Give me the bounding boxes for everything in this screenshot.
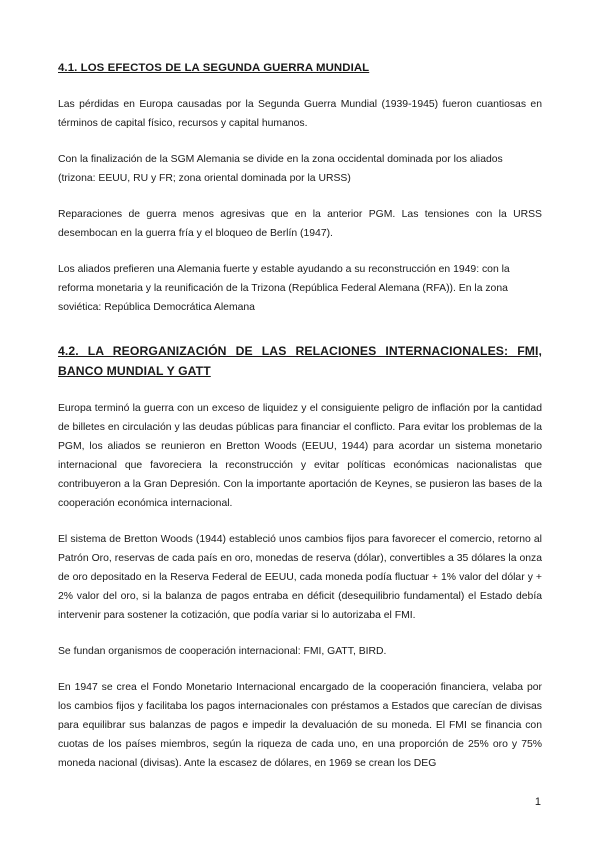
document-page [58, 50, 542, 790]
paragraph-bretton-woods-system: El sistema de Bretton Woods (1944) estableció unos cambios fijos para favorecer el comercio, retorno al Patrón Oro, reservas de cada país en oro, monedas de reserva (dólar), convertibles a 35 dólares la onza de oro depositado en la Reserva Federal de EEUU, cada moneda podía fluctuar + 1% valor del dólar y + 2% valor del oro, si la balanza de pagos entraba en déficit (desequilibrio fundamental) el Estado debía intervenir para sostener la cotización, que podía variar si lo autorizaba el FMI. [58, 534, 542, 621]
section-heading-2: 4.2. LA REORGANIZACIÓN DE LAS RELACIONES INTERNACIONALES: FMI, BANCO MUNDIAL Y GATT [58, 344, 542, 378]
paragraph-imf: En 1947 se crea el Fondo Monetario Internacional encargado de la cooperación financiera, velaba por los cambios fijos y facilitaba los pagos internacionales con préstamos a Estados que carecían de divisas para equilibrar sus balanzas de pagos e impedir la devaluación de su moneda. El FMI se financia con cuotas de los países miembros, según la riqueza de cada uno, en una proporción de 25% oro y 75% moneda nacional (divisas). Ante la escasez de dólares, en 1969 se crean los DEG [58, 682, 542, 769]
page-number: 1 [534, 796, 541, 808]
paragraph-organisms: Se fundan organismos de cooperación internacional: FMI, GATT, BIRD. [58, 646, 387, 657]
paragraph-allies-reconstruction: Los aliados prefieren una Alemania fuerte y estable ayudando a su reconstrucción en 1949: con la reforma monetaria y la reunificación de la Trizona (República Federal Alemana (RFA)). En la zona soviética: República Democrática Alemana [58, 264, 510, 313]
paragraph-losses: Las pérdidas en Europa causadas por la Segunda Guerra Mundial (1939-1945) fueron cuantiosas en términos de capital físico, recursos y capital humanos. [58, 99, 542, 129]
paragraph-germany-division: Con la finalización de la SGM Alemania se divide en la zona occidental dominada por los aliados (trizona: EEUU, RU y FR; zona oriental dominada por la URSS) [58, 154, 503, 184]
paragraph-europe-liquidity: Europa terminó la guerra con un exceso de liquidez y el consiguiente peligro de inflación por la cantidad de billetes en circulación y las deudas públicas para financiar el conflicto. Para evitar los problemas de la PGM, los aliados se reunieron en Bretton Woods (EEUU, 1944) para acordar un sistema monetario internacional que favoreciera la reconstrucción y evitar políticas económicas nacionalistas que contribuyeron a la Gran Depresión. Con la importante aportación de Keynes, se pusieron las bases de la cooperación económica internacional. [58, 403, 542, 509]
paragraph-reparations: Reparaciones de guerra menos agresivas que en la anterior PGM. Las tensiones con la URSS desembocan en la guerra fría y el bloqueo de Berlín (1947). [58, 209, 542, 239]
section-heading-1: 4.1. LOS EFECTOS DE LA SEGUNDA GUERRA MUNDIAL [58, 62, 370, 74]
